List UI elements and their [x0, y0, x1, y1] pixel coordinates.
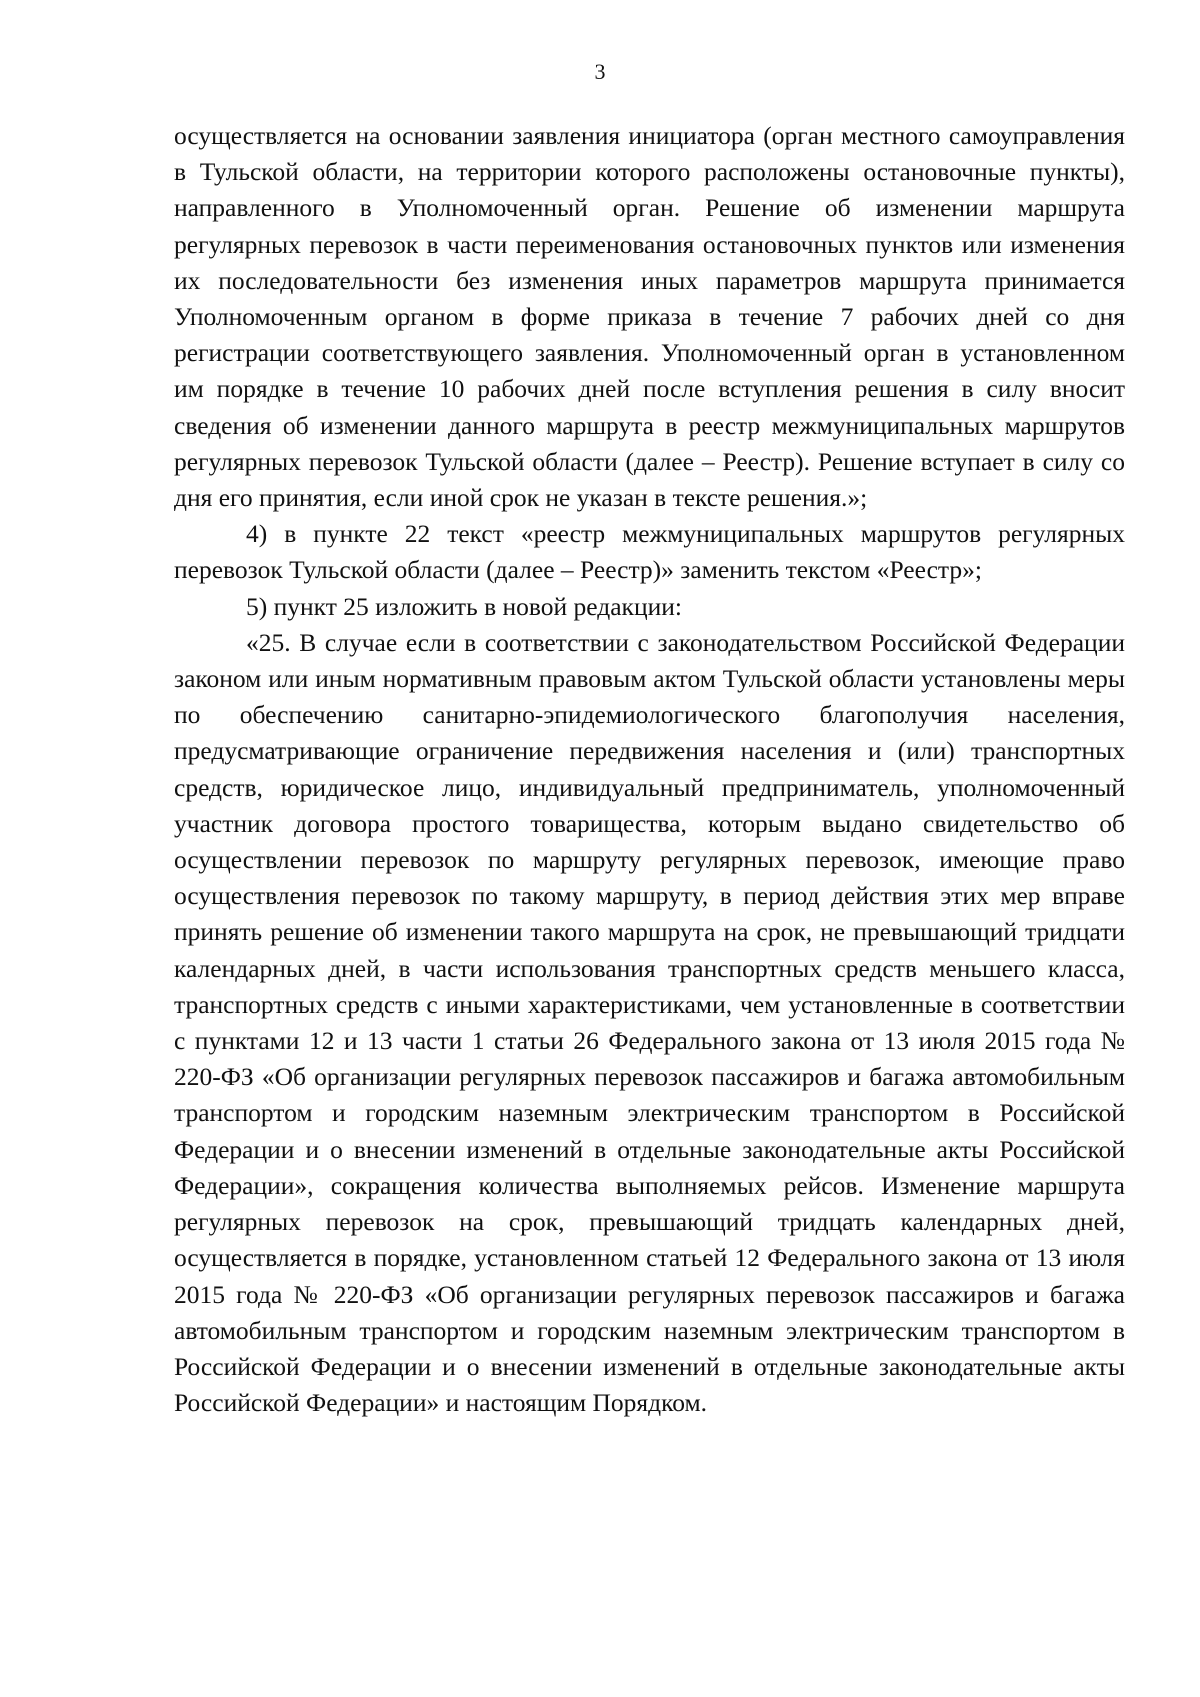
page-number: 3: [594, 59, 606, 84]
paragraph-item-4: 4) в пункте 22 текст «реестр межмуниципальных маршрутов регулярных перевозок Тульской области (далее – Реестр)» заменить текстом «Реестр»;: [174, 519, 1125, 585]
paragraph-continuation: осуществляется на основании заявления инициатора (орган местного самоуправления в Тульской области, на территории которого расположены остановочные пункты), направленного в Уполномоченный орган. Решение об изменении маршрута регулярных перевозок в части переименования остановочных пунктов или изменения их последовательности без изменения иных параметров маршрута принимается Уполномоченным органом в форме приказа в течение 7 рабочих дней со дня регистрации соответствующего заявления. Уполномоченный орган в установленном им порядке в течение 10 рабочих дней после вступления решения в силу вносит сведения об изменении данного маршрута в реестр межмуниципальных маршрутов регулярных перевозок Тульской области (далее – Реестр). Решение вступает в силу со дня его принятия, если иной срок не указан в тексте решения.»;: [174, 121, 1125, 513]
paragraph-item-5: 5) пункт 25 изложить в новой редакции:: [246, 591, 682, 621]
document-body: [174, 118, 1125, 1421]
paragraph-point-25: «25. В случае если в соответствии с законодательством Российской Федерации законом или иным нормативным правовым актом Тульской области установлены меры по обеспечению санитарно-эпидемиологического благополучия населения, предусматривающие ограничение передвижения населения и (или) транспортных средств, юридическое лицо, индивидуальный предприниматель, уполномоченный участник договора простого товарищества, которым выдано свидетельство об осуществлении перевозок по маршруту регулярных перевозок, имеющие право осуществления перевозок по такому маршруту, в период действия этих мер вправе принять решение об изменении такого маршрута на срок, не превышающий тридцати календарных дней, в части использования транспортных средств меньшего класса, транспортных средств с иными характеристиками, чем установленные в соответствии с пунктами 12 и 13 части 1 статьи 26 Федерального закона от 13 июля 2015 года № 220-ФЗ «Об организации регулярных перевозок пассажиров и багажа автомобильным транспортом и городским наземным электрическим транспортом в Российской Федерации и о внесении изменений в отдельные законодательные акты Российской Федерации», сокращения количества выполняемых рейсов. Изменение маршрута регулярных перевозок на срок, превышающий тридцать календарных дней, осуществляется в порядке, установленном статьей 12 Федерального закона от 13 июля 2015 года № 220-ФЗ «Об организации регулярных перевозок пассажиров и багажа автомобильным транспортом и городским наземным электрическим транспортом в Российской Федерации и о внесении изменений в отдельные законодательные акты Российской Федерации» и настоящим Порядком.: [174, 627, 1125, 1418]
